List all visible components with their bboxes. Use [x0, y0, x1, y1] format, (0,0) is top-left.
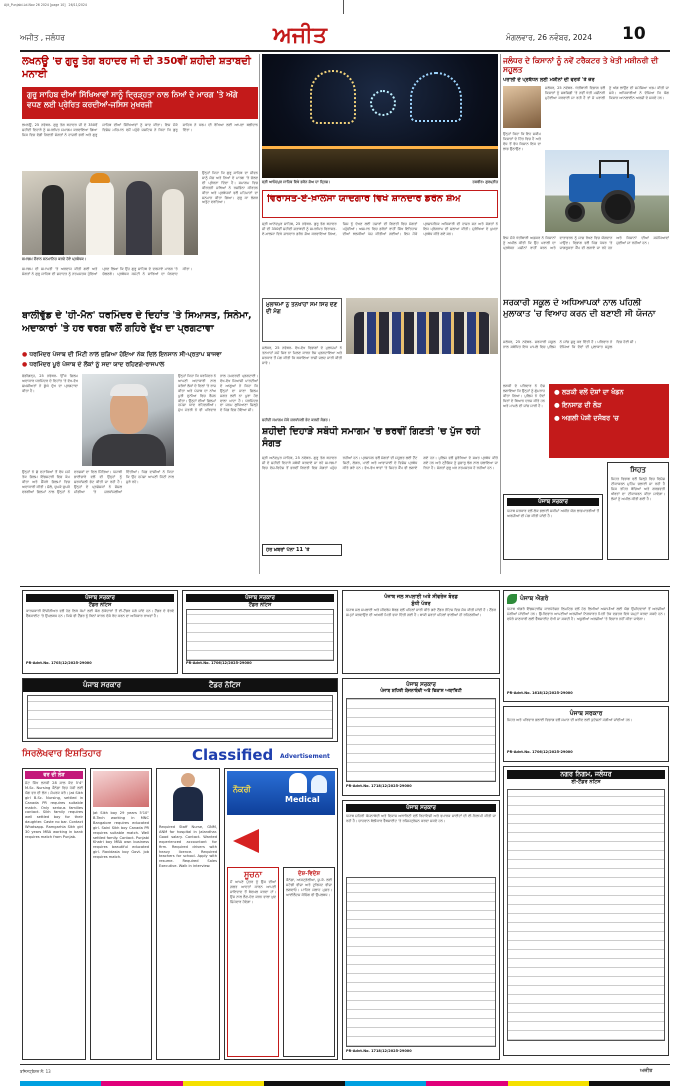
color-swatch-magenta	[426, 1081, 507, 1086]
marriage-headline: ਸਰਕਾਰੀ ਸਕੂਲ ਦੇ ਅਧਿਆਪਕਾਂ ਨਾਲ ਪਹਿਲੀ ਮੁਲਾਕਾਤ 'ਚ ਵਿਆਹ ਕਰਨ ਦੀ ਬਣਾਈ ਸੀ ਯੋਜਨਾ	[503, 298, 656, 319]
agro-ref: PR-Advt.No. 1618/12/2025-29000	[507, 691, 573, 695]
development-ref: PR-Advt.No. 1718/12/2025-29000	[346, 784, 412, 788]
tractor-wheel-front	[565, 202, 585, 222]
marriage-story	[503, 298, 669, 568]
classified-col-4	[224, 768, 338, 1060]
health-body: ਸਿਹਤ ਅਤੇ ਪਰਿਵਾਰ ਭਲਾਈ ਵਿਭਾਗ ਵਲੋਂ ਸਮਾਨ ਦੀ ਖ਼ਰੀਦ ਲਈ ਕੁਟੇਸ਼ਨਾਂ ਮੰਗੀਆਂ ਜਾਂਦੀਆਂ ਹਨ।	[507, 718, 633, 722]
pull-quote: ਹੋਰ ਖ਼ਬਰਾਂ ਪੰਨਾ 11 'ਤੇ	[266, 547, 310, 553]
tender-left-title: ਪੰਜਾਬ ਸਰਕਾਰ	[26, 594, 174, 602]
page-number: 10	[622, 24, 646, 44]
teaser-text: ਮੁਲਾਜ਼ਮਾਂ ਨੂੰ ਤਨਖਾਹਾਂ ਸਮੇਂ ਸਿਰ ਦੇਣ ਦੀ ਮੰਗ	[266, 302, 338, 315]
dharmendra-hair	[110, 384, 148, 396]
agro-notice	[503, 590, 669, 702]
marriage-box-3: ● ਅਗਲੀ ਪੇਸ਼ੀ ਦਸੰਬਰ 'ਚ	[554, 414, 619, 422]
masthead-logo: ਅਜੀਤ	[273, 22, 327, 48]
health-title: ਪੰਜਾਬ ਸਰਕਾਰ	[569, 710, 603, 717]
color-swatch-magenta	[101, 1081, 182, 1086]
lead-subhead: ਗੁਰੂ ਸਾਹਿਬ ਦੀਆਂ ਸਿੱਖਿਆਵਾਂ ਸਾਨੂੰ ਦ੍ਰਿੜ੍ਹਤਾ ਨਾਲ ਨਿਆਂ ਦੇ ਮਾਰਗ 'ਤੇ ਅੱਗੇ ਵਧਣ ਲਈ ਪ੍ਰੇਰਿਤ ਕਰਦੀਆਂ-ਜਸਿਸ ਮੁਖਰਜੀ	[22, 87, 258, 119]
lead-body-bottom: ਸਮਾਗਮ ਦੀ ਸਮਾਪਤੀ 'ਤੇ ਅਰਦਾਸ ਕੀਤੀ ਗਈ ਅਤੇ ਸੰਗਤਾਂ ਨੇ ਗੁਰੂ ਸਾਹਿਬ ਦੀ ਸ਼ਹਾਦਤ ਨੂੰ ਨਤਮਸਤਕ ਹੁੰਦਿਆਂ ਪ੍ਰਣ ਲਿਆ ਕਿ ਉਹ ਗੁਰੂ ਸਾਹਿਬ ਦੇ ਦਰਸਾਏ ਮਾਰਗ 'ਤੇ ਚੱਲਣਗੇ। ਪ੍ਰਬੰਧਕ ਕਮੇਟੀ ਨੇ ਸਾਰਿਆਂ ਦਾ ਧੰਨਵਾਦ ਕੀਤਾ।	[22, 267, 192, 276]
footer-strip	[20, 1064, 670, 1080]
dharmendra-body-right: ਉਨ੍ਹਾਂ ਕਿਹਾ ਕਿ ਧਰਮਿੰਦਰ ਨੇ ਆਪਣੀ ਅਦਾਕਾਰੀ ਨਾਲ ਕਰੋੜਾਂ ਲੋਕਾਂ ਦੇ ਦਿਲਾਂ 'ਤੇ ਰਾਜ ਕੀਤਾ ਅਤੇ ਪੰਜਾਬ ਦਾ ਨਾਂਅ ਪੂਰੀ ਦੁਨੀਆ ਵਿਚ ਰੌਸ਼ਨ ਕੀਤਾ। ਉਨ੍ਹਾਂ ਦੀਆਂ ਫ਼ਿਲਮਾਂ ਹਮੇਸ਼ਾ ਯਾਦ ਰਹਿਣਗੀਆਂ। ਮੁੱਖ ਮੰਤਰੀ ਨੇ ਵੀ ਪਰਿਵਾਰ ਨਾਲ ਹਮਦਰਦੀ ਪ੍ਰਗਟਾਈ। ਵੱਖ-ਵੱਖ ਸਿਆਸੀ ਪਾਰਟੀਆਂ ਦੇ ਆਗੂਆਂ ਨੇ ਕਿਹਾ ਕਿ ਉਨ੍ਹਾਂ ਦਾ ਜਾਣਾ ਫ਼ਿਲਮ ਜਗਤ ਲਈ ਨਾ ਪੂਰਾ ਹੋਣ ਵਾਲਾ ਘਾਟਾ ਹੈ। ਧਰਮਿੰਦਰ ਦਾ ਜਨਮ ਲੁਧਿਆਣਾ ਜ਼ਿਲ੍ਹੇ ਦੇ ਪਿੰਡ ਵਿਚ ਹੋਇਆ ਸੀ।	[178, 374, 258, 413]
dharmendra-body-left: ਚੰਡੀਗੜ੍ਹ, 25 ਨਵੰਬਰ- ਉੱਘੇ ਫ਼ਿਲਮ ਅਦਾਕਾਰ ਧਰਮਿੰਦਰ ਦੇ ਦਿਹਾਂਤ 'ਤੇ ਵੱਖ-ਵੱਖ ਸ਼ਖ਼ਸੀਅਤਾਂ ਨੇ ਡੂੰਘੇ ਦੁੱਖ ਦਾ ਪ੍ਰਗਟਾਵਾ ਕੀਤਾ ਹੈ।	[22, 374, 78, 393]
dharmendra-headline: ਬਾਲੀਵੁੱਡ ਦੇ 'ਹੀ-ਮੈਨ' ਧਰਮਿੰਦਰ ਦੇ ਦਿਹਾਂਤ 'ਤੇ ਸਿਆਸਤ, ਸਿਨੇਮਾ, ਅਦਾਕਾਰਾਂ 'ਤੇ ਹਰ ਵਰਗ ਵਲੋਂ ਗਹਿਰੇ ਦੁੱਖ ਦਾ ਪ੍ਰਗਟਾਵਾ	[22, 310, 252, 334]
marriage-body-1: ਜਲੰਧਰ, 25 ਨਵੰਬਰ- ਸਰਕਾਰੀ ਸਕੂਲ ਨਾਲ ਸਬੰਧਿਤ ਇਕ ਮਾਮਲੇ ਵਿਚ ਪੁਲਿਸ ਨੇ ਜਾਂਚ ਸ਼ੁਰੂ ਕਰ ਦਿੱਤੀ ਹੈ। ਪਰਿਵਾਰ ਨੇ ਦੱਸਿਆ ਕਿ ਦੋਵਾਂ ਦੀ ਮੁਲਾਕਾਤ ਸਕੂਲ ਵਿਚ ਹੋਈ ਸੀ।	[503, 340, 636, 349]
punjab-ad-body: ਪੰਜਾਬ ਸਰਕਾਰ ਵਲੋਂ ਲੋਕ ਭਲਾਈ ਸਕੀਮਾਂ ਅਧੀਨ ਯੋਗ ਲਾਭਪਾਤਰੀਆਂ ਤੋਂ ਅਰਜ਼ੀਆਂ ਦੀ ਮੰਗ ਕੀਤੀ ਜਾਂਦੀ ਹੈ।	[507, 509, 599, 518]
tender-mid	[182, 590, 338, 674]
classified-col2-body: Jat Sikh boy 29 years 5'10" B.Tech working in MNC Bangalore requires educated girl. Saini Sikh boy Canada PR requires suitable match. Well settled family. Contact. Punjabi Khatri boy MBA own business requires beautiful educated girl. Ravidasia boy Govt. job requires match.	[93, 811, 149, 860]
dharmendra-bullet-2-text: ਧਰਮਿੰਦਰ ਪੂਰੇ ਪੰਜਾਬ ਦੇ ਲੋਕਾਂ ਨੂੰ ਸਦਾ ਯਾਦ ਰਹਿਣਗੇ-ਰਾਜਪਾਲ	[29, 361, 165, 368]
job-label: ਨੌਕਰੀ	[233, 785, 251, 794]
lead-story	[22, 55, 258, 305]
nurse-figure	[311, 775, 327, 793]
tender-mid-sub: ਟੈਂਡਰ ਨੋਟਿਸ	[248, 602, 272, 608]
lead-body-right: ਉਨ੍ਹਾਂ ਕਿਹਾ ਕਿ ਗੁਰੂ ਸਾਹਿਬ ਦਾ ਜੀਵਨ ਸਾਨੂੰ ਸੱਚ ਅਤੇ ਨਿਆਂ ਦੇ ਮਾਰਗ 'ਤੇ ਚੱਲਣ ਦੀ ਪ੍ਰੇਰਨਾ ਦਿੰਦਾ ਹੈ। ਸਮਾਗਮ ਵਿਚ ਕੀਰਤਨੀ ਜਥਿਆਂ ਨੇ ਰਸਭਿੰਨਾ ਕੀਰਤਨ ਕੀਤਾ ਅਤੇ ਪ੍ਰਬੰਧਕਾਂ ਵਲੋਂ ਮਹਿਮਾਨਾਂ ਦਾ ਸਨਮਾਨ ਕੀਤਾ ਗਿਆ। ਗੁਰੂ ਕਾ ਲੰਗਰ ਅਤੁੱਟ ਵਰਤਿਆ।	[202, 171, 258, 205]
section-label: ਅਜੀਤ , ਜਲੰਧਰ	[20, 33, 65, 42]
classified-label-english: Classified	[192, 746, 274, 764]
notice-body: ਮੈਂ ਆਪਣੇ ਪੁੱਤਰ ਨੂੰ ਉਸ ਦੀਆਂ ਗ਼ਲਤ ਆਦਤਾਂ ਕਾਰਨ ਆਪਣੀ ਜਾਇਦਾਦ ਤੋਂ ਬੇਦਖ਼ਲ ਕਰਦਾ ਹਾਂ। ਉਸ ਨਾਲ ਲੈਣ-ਦੇਣ ਕਰਨ ਵਾਲਾ ਖ਼ੁਦ ਜ਼ਿੰਮੇਵਾਰ ਹੋਵੇਗਾ।	[230, 880, 276, 904]
dharmendra-story	[22, 310, 258, 586]
right-top-story	[503, 56, 669, 296]
development-bottom-title-text: ਪੰਜਾਬ ਸਰਕਾਰ	[406, 805, 436, 811]
agro-logo	[507, 594, 665, 604]
dharmendra-bullet-2	[22, 361, 258, 369]
water-body: ਪੰਜਾਬ ਜਲ ਸਪਲਾਈ ਅਤੇ ਸੀਵਰੇਜ ਬੋਰਡ ਵਲੋਂ ਪਹਿਲਾਂ ਜਾਰੀ ਕੀਤੇ ਗਏ ਟੈਂਡਰ ਨੋਟਿਸ ਵਿਚ ਸੋਧ ਕੀਤੀ ਜਾਂਦੀ ਹੈ। ਟੈਂਡਰ ਜਮ੍ਹਾਂ ਕਰਵਾਉਣ ਦੀ ਆਖ਼ਰੀ ਮਿਤੀ ਵਧਾ ਦਿੱਤੀ ਗਈ ਹੈ। ਬਾਕੀ ਸ਼ਰਤਾਂ ਪਹਿਲਾਂ ਵਾਲੀਆਂ ਹੀ ਰਹਿਣਗੀਆਂ।	[346, 608, 496, 617]
marriage-redbox	[549, 384, 669, 458]
color-swatch-yellow	[508, 1081, 589, 1086]
color-swatch-black	[589, 1081, 670, 1086]
development-notice	[342, 678, 500, 796]
drone-figure-small	[370, 90, 396, 116]
corp-table	[507, 789, 665, 1041]
tender-banner	[22, 678, 338, 742]
news-head: ਦੇਸ਼-ਵਿਦੇਸ਼	[297, 871, 321, 877]
medical-tag: Medical	[285, 795, 320, 804]
column-rule	[259, 54, 260, 574]
tender-left-body: ਕਾਰਜਕਾਰੀ ਇੰਜੀਨੀਅਰ ਵਲੋਂ ਹੇਠ ਲਿਖੇ ਕੰਮਾਂ ਲਈ ਯੋਗ ਠੇਕੇਦਾਰਾਂ ਤੋਂ ਈ-ਟੈਂਡਰ ਮੰਗੇ ਜਾਂਦੇ ਹਨ। ਟੈਂਡਰ ਦੇ ਵੇਰਵੇ ਵੈੱਬਸਾਈਟ 'ਤੇ ਉਪਲਬਧ ਹਨ। ਕਿਸੇ ਵੀ ਟੈਂਡਰ ਨੂੰ ਬਿਨਾਂ ਕਾਰਨ ਦੱਸੇ ਰੱਦ ਕਰਨ ਦਾ ਅਧਿਕਾਰ ਰਾਖਵਾਂ ਹੈ।	[26, 609, 174, 618]
corp-notice	[503, 766, 669, 1056]
classified-col3-body: Required Staff Nurse, GNM, ANM for hospital in Jalandhar. Good salary. Contact. Wanted experienced accountant for firm. Required drivers with heavy licence. Required teachers for school. Apply with resume. Required Sales Executive. Walk in interview.	[159, 825, 217, 869]
file-info-strip	[4, 3, 484, 9]
development-sub: ਪੰਜਾਬ ਸ਼ਹਿਰੀ ਯੋਜਨਾਬੰਦੀ ਅਤੇ ਵਿਕਾਸ ਅਥਾਰਿਟੀ	[380, 689, 462, 694]
pull-quote-box	[262, 544, 342, 556]
agro-title: ਪੰਜਾਬ ਐਗਰੋ	[520, 595, 549, 602]
notice-box	[227, 867, 279, 1057]
drone-photo	[262, 54, 498, 178]
drone-building	[262, 146, 498, 178]
color-swatch-cyan	[20, 1081, 101, 1086]
lead-photo-turban	[90, 173, 110, 183]
development-table-notice	[342, 800, 500, 1060]
tender-left-ref: PR-Advt.No. 1703/12/2025-29000	[26, 661, 92, 665]
right-top-body-2: ਉਨ੍ਹਾਂ ਕਿਹਾ ਕਿ ਇਹ ਸਕੀਮ ਕਿਸਾਨਾਂ ਦੇ ਹਿੱਤ ਵਿਚ ਹੈ ਅਤੇ ਵੱਧ ਤੋਂ ਵੱਧ ਕਿਸਾਨ ਇਸ ਦਾ ਲਾਭ ਉਠਾਉਣ।	[503, 132, 541, 151]
lead-photo-person	[162, 189, 184, 255]
tender-mid-table	[186, 609, 334, 661]
classified-col-3	[156, 768, 220, 1060]
sangat-body: ਸ੍ਰੀ ਅਨੰਦਪੁਰ ਸਾਹਿਬ, 25 ਨਵੰਬਰ- ਗੁਰੂ ਤੇਗ ਬਹਾਦਰ ਜੀ ਦੇ ਸ਼ਹੀਦੀ ਦਿਹਾੜੇ ਸਬੰਧੀ ਕਰਵਾਏ ਜਾ ਰਹੇ ਸਮਾਗਮਾਂ ਵਿਚ ਦੇਸ਼-ਵਿਦੇਸ਼ ਤੋਂ ਭਰਵੀਂ ਗਿਣਤੀ ਵਿਚ ਸੰਗਤਾਂ ਪਹੁੰਚ ਰਹੀਆਂ ਹਨ। ਪ੍ਰਸ਼ਾਸਨ ਵਲੋਂ ਸੰਗਤਾਂ ਦੀ ਸਹੂਲਤ ਲਈ ਟੈਂਟ ਸਿਟੀ, ਲੰਗਰ, ਪਾਣੀ ਅਤੇ ਆਵਾਜਾਈ ਦੇ ਵਿਸ਼ੇਸ਼ ਪ੍ਰਬੰਧ ਕੀਤੇ ਗਏ ਹਨ। ਵੱਖ-ਵੱਖ ਥਾਵਾਂ 'ਤੇ ਸਿਹਤ ਕੈਂਪ ਵੀ ਲਗਾਏ ਗਏ ਹਨ। ਪੁਲਿਸ ਵਲੋਂ ਸੁਰੱਖਿਆ ਦੇ ਸਖ਼ਤ ਪ੍ਰਬੰਧ ਕੀਤੇ ਗਏ ਹਨ ਅਤੇ ਟ੍ਰੈਫ਼ਿਕ ਨੂੰ ਸੁਚਾਰੂ ਢੰਗ ਨਾਲ ਚਲਾਇਆ ਜਾ ਰਿਹਾ ਹੈ। ਸੰਗਤਾਂ ਗੁਰੂ ਘਰ ਨਤਮਸਤਕ ਹੋ ਰਹੀਆਂ ਹਨ।	[262, 456, 498, 470]
footer-registration: ਰਜਿਸਟ੍ਰੇਸ਼ਨ ਨੰ: 13	[20, 1069, 51, 1074]
right-top-body-1: ਜਲੰਧਰ, 25 ਨਵੰਬਰ- ਖੇਤੀਬਾੜੀ ਵਿਭਾਗ ਵਲੋਂ ਕਿਸਾਨਾਂ ਨੂੰ ਸਬਸਿਡੀ 'ਤੇ ਨਵੀਂ ਖੇਤੀ ਮਸ਼ੀਨਰੀ ਮੁਹੱਈਆ ਕਰਵਾਈ ਜਾ ਰਹੀ ਹੈ ਤਾਂ ਜੋ ਪਰਾਲੀ ਨੂੰ ਅੱਗ ਲਾਉਣ ਦੀ ਸਮੱਸਿਆ ਖਤਮ ਕੀਤੀ ਜਾ ਸਕੇ। ਅਧਿਕਾਰੀਆਂ ਨੇ ਦੱਸਿਆ ਕਿ ਯੋਗ ਕਿਸਾਨ ਆਨਲਾਈਨ ਅਰਜ਼ੀ ਦੇ ਸਕਦੇ ਹਨ।	[545, 86, 669, 100]
color-swatch-cyan	[345, 1081, 426, 1086]
businessman-head	[181, 773, 195, 787]
dharmendra-bullet-1	[22, 351, 258, 359]
drone-figure-left	[310, 70, 356, 124]
dharmendra-photo	[82, 374, 174, 466]
drone-photo-credit: ਤਸਵੀਰ: ਗੁਰਪ੍ਰੀਤ	[472, 180, 498, 184]
punjab-ad-box	[503, 494, 603, 560]
marriage-box-2-text: ਇਨਸਾਫ਼ ਦੀ ਲੋੜ	[561, 401, 602, 409]
right-top-body-3: ਇਸ ਮੌਕੇ ਖੇਤੀਬਾੜੀ ਅਫ਼ਸਰ ਨੇ ਕਿਸਾਨਾਂ ਨੂੰ ਅਪੀਲ ਕੀਤੀ ਕਿ ਉਹ ਪਰਾਲੀ ਦਾ ਪ੍ਰਬੰਧਨ ਮਸ਼ੀਨਾਂ ਰਾਹੀਂ ਕਰਨ ਅਤੇ ਵਾਤਾਵਰਨ ਨੂੰ ਸਾਫ਼ ਰੱਖਣ ਵਿਚ ਯੋਗਦਾਨ ਪਾਉਣ। ਵਿਭਾਗ ਵਲੋਂ ਪਿੰਡ ਪੱਧਰ 'ਤੇ ਜਾਗਰੂਕਤਾ ਕੈਂਪ ਵੀ ਲਗਾਏ ਜਾ ਰਹੇ ਹਨ ਅਤੇ ਕਿਸਾਨਾਂ ਦੀਆਂ ਸਮੱਸਿਆਵਾਂ ਸੁਣੀਆਂ ਜਾ ਰਹੀਆਂ ਹਨ।	[503, 236, 669, 250]
classified-photo	[93, 771, 149, 807]
marriage-body-2: ਲੜਕੀ ਦੇ ਪਰਿਵਾਰ ਨੇ ਦੋਸ਼ ਲਗਾਇਆ ਕਿ ਉਨ੍ਹਾਂ ਨੂੰ ਗੁੰਮਰਾਹ ਕੀਤਾ ਗਿਆ। ਪੁਲਿਸ ਨੇ ਦੋਵਾਂ ਧਿਰਾਂ ਦੇ ਬਿਆਨ ਦਰਜ ਕੀਤੇ ਹਨ ਅਤੇ ਮਾਮਲੇ ਦੀ ਜਾਂਚ ਜਾਰੀ ਹੈ।	[503, 384, 545, 408]
drone-figure-right	[410, 72, 462, 122]
crop-mark-top	[343, 0, 344, 14]
drone-caption	[262, 180, 498, 185]
development-bottom-body: ਪੰਜਾਬ ਸ਼ਹਿਰੀ ਯੋਜਨਾਬੰਦੀ ਅਤੇ ਵਿਕਾਸ ਅਥਾਰਿਟੀ ਵਲੋਂ ਰਿਹਾਇਸ਼ੀ ਅਤੇ ਵਪਾਰਕ ਸਾਈਟਾਂ ਦੀ ਈ-ਨਿਲਾਮੀ ਕੀਤੀ ਜਾ ਰਹੀ ਹੈ। ਚਾਹਵਾਨ ਬੋਲੀਕਾਰ ਵੈੱਬਸਾਈਟ 'ਤੇ ਰਜਿਸਟ੍ਰੇਸ਼ਨ ਕਰਵਾ ਸਕਦੇ ਹਨ।	[346, 814, 496, 823]
lead-photo	[22, 171, 198, 255]
development-bottom-table	[346, 877, 496, 1047]
classified-label-punjabi: ਸਿਰਲੇਖਵਾਰ ਇਸ਼ਤਿਹਾਰ	[22, 749, 102, 759]
dharmendra-body-bottom: ਉਨ੍ਹਾਂ ਨੇ ਛੇ ਦਹਾਕਿਆਂ ਤੋਂ ਵੱਧ ਸਮੇਂ ਤੱਕ ਫ਼ਿਲਮ ਇੰਡਸਟਰੀ ਵਿਚ ਕੰਮ ਕੀਤਾ ਅਤੇ ਸੈਂਕੜੇ ਫ਼ਿਲਮਾਂ ਵਿਚ ਅਦਾਕਾਰੀ ਕੀਤੀ। ਸ਼ੋਲੇ, ਚੁਪਕੇ ਚੁਪਕੇ ਵਰਗੀਆਂ ਫ਼ਿਲਮਾਂ ਨਾਲ ਉਨ੍ਹਾਂ ਨੇ ਦਰਸ਼ਕਾਂ ਦਾ ਦਿਲ ਜਿੱਤਿਆ। ਪੰਜਾਬੀ ਭਾਈਚਾਰੇ ਵਲੋਂ ਵੀ ਉਨ੍ਹਾਂ ਨੂੰ ਸ਼ਰਧਾਂਜਲੀ ਭੇਟ ਕੀਤੀ ਜਾ ਰਹੀ ਹੈ। ਉਨ੍ਹਾਂ ਦੇ ਪ੍ਰਸ਼ੰਸਕਾਂ ਨੇ ਸੋਸ਼ਲ ਮੀਡੀਆ 'ਤੇ ਸ਼ਰਧਾਂਜਲੀਆਂ ਦਿੱਤੀਆਂ। ਪਿੰਡ ਵਾਸੀਆਂ ਨੇ ਕਿਹਾ ਕਿ ਉਹ ਹਮੇਸ਼ਾ ਆਪਣੀ ਮਿੱਟੀ ਨਾਲ ਜੁੜੇ ਰਹੇ।	[22, 470, 174, 494]
marriage-box-1: ● ਲੜਕੀ ਵਲੋਂ ਦੋਸ਼ਾਂ ਦਾ ਖੰਡਨ	[554, 388, 624, 396]
lead-photo-person	[126, 181, 152, 255]
tender-banner-bar	[23, 679, 337, 692]
marriage-box-1-text: ਲੜਕੀ ਵਲੋਂ ਦੋਸ਼ਾਂ ਦਾ ਖੰਡਨ	[561, 388, 624, 396]
date-stamp: 26/11/2024	[68, 3, 87, 7]
punjab-ad-title: ਪੰਜਾਬ ਸਰਕਾਰ	[507, 498, 599, 506]
color-swatch-black	[264, 1081, 345, 1086]
right-top-subhead: ਪਰਾਲੀ ਦੇ ਪ੍ਰਬੰਧਨ ਲਈ ਮਸ਼ੀਨਾਂ ਦੀ ਵਰਤੋਂ 'ਤੇ ਜ਼ੋਰ	[503, 77, 595, 83]
tender-banner-title: ਪੰਜਾਬ ਸਰਕਾਰ	[83, 681, 122, 689]
right-top-headline: ਜਲੰਧਰ ਦੇ ਕਿਸਾਨਾਂ ਨੂੰ ਨਵੇਂ ਟਰੈਕਟਰ ਤੇ ਖੇਤੀ ਮਸ਼ੀਨਰੀ ਦੀ ਸਹੂਲਤ	[503, 56, 659, 74]
megaphone-icon	[229, 821, 269, 861]
bullet-icon: ●	[22, 351, 28, 358]
classified-col1-head: ਵਰ ਦੀ ਲੋੜ	[25, 771, 83, 779]
lead-body-top: ਲਖਨਊ, 25 ਨਵੰਬਰ- ਗੁਰੂ ਤੇਗ ਬਹਾਦਰ ਜੀ ਦੇ 350ਵੇਂ ਸ਼ਹੀਦੀ ਦਿਹਾੜੇ ਨੂੰ ਸਮਰਪਿਤ ਸਮਾਗਮ ਕਰਵਾਇਆ ਗਿਆ ਜਿਸ ਵਿਚ ਵੱਡੀ ਗਿਣਤੀ ਸੰਗਤਾਂ ਨੇ ਹਾਜ਼ਰੀ ਭਰੀ ਅਤੇ ਗੁਰੂ ਸਾਹਿਬ ਦੀਆਂ ਸਿੱਖਿਆਵਾਂ ਨੂੰ ਯਾਦ ਕੀਤਾ। ਇਸ ਮੌਕੇ ਵਿਸ਼ੇਸ਼ ਮਹਿਮਾਨ ਵਜੋਂ ਪਹੁੰਚੇ ਜਸਟਿਸ ਨੇ ਕਿਹਾ ਕਿ ਗੁਰੂ ਸਾਹਿਬ ਨੇ ਧਰਮ ਦੀ ਰੱਖਿਆ ਲਈ ਆਪਣਾ ਬਲੀਦਾਨ ਦਿੱਤਾ।	[22, 123, 258, 137]
masthead-rule	[20, 50, 670, 52]
drone-building-lights	[262, 146, 498, 149]
water-title: ਪੰਜਾਬ ਜਲ ਸਪਲਾਈ ਅਤੇ ਸੀਵਰੇਜ ਬੋਰਡ	[384, 594, 458, 600]
corp-title: ਨਗਰ ਨਿਗਮ, ਜਲੰਧਰ	[507, 770, 665, 779]
development-bottom-title	[346, 804, 496, 812]
tractor-cabin	[599, 160, 629, 178]
businessman-suit	[173, 787, 203, 821]
sangat-photo	[346, 298, 498, 354]
health-ref: PR-Advt.No. 1706/12/2025-29000	[507, 750, 573, 754]
right-top-portrait	[503, 86, 541, 128]
color-bar	[20, 1081, 670, 1086]
classified-header	[22, 746, 338, 766]
health-sidebar-body: ਸਿਹਤ ਵਿਭਾਗ ਵਲੋਂ ਜ਼ਿਲ੍ਹੇ ਵਿਚ ਵਿਸ਼ੇਸ਼ ਟੀਕਾਕਰਨ ਮੁਹਿੰਮ ਚਲਾਈ ਜਾ ਰਹੀ ਹੈ ਜਿਸ ਤਹਿਤ ਬੱਚਿਆਂ ਅਤੇ ਗਰਭਵਤੀ ਔਰਤਾਂ ਦਾ ਟੀਕਾਕਰਨ ਕੀਤਾ ਜਾਵੇਗਾ। ਲੋਕਾਂ ਨੂੰ ਅਪੀਲ ਕੀਤੀ ਗਈ ਹੈ।	[611, 477, 665, 501]
classified-col-1	[22, 768, 86, 1060]
development-title: ਪੰਜਾਬ ਸਰਕਾਰ	[406, 682, 436, 688]
tender-left-sub: ਟੈਂਡਰ ਨੋਟਿਸ	[88, 602, 112, 608]
development-table	[346, 698, 496, 782]
tender-banner-sub: ਟੈਂਡਰ ਨੋਟਿਸ	[209, 681, 241, 689]
sangat-body-top: ਜਲੰਧਰ, 25 ਨਵੰਬਰ- ਵੱਖ-ਵੱਖ ਵਿਭਾਗਾਂ ਦੇ ਮੁਲਾਜ਼ਮਾਂ ਨੇ ਤਨਖਾਹਾਂ ਸਮੇਂ ਸਿਰ ਨਾ ਮਿਲਣ ਕਾਰਨ ਰੋਸ ਪ੍ਰਗਟਾਇਆ ਅਤੇ ਸਰਕਾਰ ਤੋਂ ਮੰਗ ਕੀਤੀ ਕਿ ਬਕਾਇਆ ਰਾਸ਼ੀ ਜਲਦ ਜਾਰੀ ਕੀਤੀ ਜਾਵੇ।	[262, 346, 342, 365]
lead-photo-person	[86, 179, 114, 255]
agro-leaf-icon	[507, 594, 517, 604]
tractor-photo	[545, 150, 669, 232]
drone-headline-box	[262, 190, 498, 218]
classified-col-2	[90, 768, 152, 1060]
dharmendra-shirt	[92, 434, 166, 466]
file-info: Ajit_Punjabi-Ld-Nov 26 2024 [page 10]	[4, 3, 66, 7]
doctor-figure	[289, 773, 307, 793]
news-body: ਕੈਨੇਡਾ, ਆਸਟ੍ਰੇਲੀਆ, ਯੂ.ਕੇ. ਲਈ ਸਟੱਡੀ ਵੀਜ਼ਾ ਅਤੇ ਟੂਰਿਸਟ ਵੀਜ਼ਾ ਲਗਵਾਓ। ਮਾਹਿਰ ਸਲਾਹ ਮੁਫ਼ਤ। ਆਈਲੈਟਸ ਕੋਚਿੰਗ ਵੀ ਉਪਲਬਧ।	[286, 878, 332, 897]
tender-banner-table	[27, 695, 333, 739]
agro-body: ਪੰਜਾਬ ਐਗਰੋ ਇੰਡਸਟਰੀਜ਼ ਕਾਰਪੋਰੇਸ਼ਨ ਲਿਮਟਿਡ ਵਲੋਂ ਹੇਠ ਲਿਖੀਆਂ ਅਸਾਮੀਆਂ ਲਈ ਯੋਗ ਉਮੀਦਵਾਰਾਂ ਤੋਂ ਅਰਜ਼ੀਆਂ ਮੰਗੀਆਂ ਜਾਂਦੀਆਂ ਹਨ। ਉਮੀਦਵਾਰ ਆਪਣੀਆਂ ਅਰਜ਼ੀਆਂ ਨਿਰਧਾਰਤ ਮਿਤੀ ਤੱਕ ਦਫ਼ਤਰ ਵਿਖੇ ਜਮ੍ਹਾਂ ਕਰਵਾ ਸਕਦੇ ਹਨ। ਵਧੇਰੇ ਜਾਣਕਾਰੀ ਲਈ ਵੈੱਬਸਾਈਟ ਦੇਖੀ ਜਾ ਸਕਦੀ ਹੈ। ਅਧੂਰੀਆਂ ਅਰਜ਼ੀਆਂ 'ਤੇ ਵਿਚਾਰ ਨਹੀਂ ਕੀਤਾ ਜਾਵੇਗਾ।	[507, 607, 665, 621]
marriage-box-2: ● ਇਨਸਾਫ਼ ਦੀ ਲੋੜ	[554, 401, 602, 409]
column-rule	[500, 54, 501, 574]
dharmendra-bullet-1-text: ਧਰਮਿੰਦਰ ਪੰਜਾਬ ਦੀ ਮਿੱਟੀ ਨਾਲ ਜੁੜਿਆ ਹੋਇਆ ਨੇਕ ਦਿਲ ਇਨਸਾਨ ਸੀ-ਪ੍ਰਤਾਪ ਬਾਜਵਾ	[29, 351, 222, 358]
job-banner	[227, 771, 335, 815]
teaser-box	[262, 298, 342, 342]
water-sub: ਸ਼ੁੱਧੀ ਪੱਤਰ	[411, 601, 431, 607]
masthead	[20, 22, 670, 52]
health-sidebar-title: ਸਿਹਤ	[630, 466, 646, 474]
sangat-photo-group	[354, 312, 490, 354]
classified-label-advert: Advertisement	[280, 753, 330, 760]
health-notice	[503, 706, 669, 762]
sangat-headline: ਸ਼ਹੀਦੀ ਦਿਹਾੜੇ ਸਬੰਧੀ ਸਮਾਗਮ 'ਚ ਭਰਵੀਂ ਗਿਣਤੀ 'ਚ ਪੁੱਜ ਰਹੀ ਸੰਗਤ	[262, 426, 481, 449]
tender-mid-title: ਪੰਜਾਬ ਸਰਕਾਰ	[186, 594, 334, 602]
marriage-box-3-text: ਅਗਲੀ ਪੇਸ਼ੀ ਦਸੰਬਰ 'ਚ	[561, 414, 619, 422]
notice-title: ਸੂਚਨਾ	[243, 870, 262, 879]
drone-photo-caption: ਸ੍ਰੀ ਆਨੰਦਪੁਰ ਸਾਹਿਬ ਵਿਖੇ ਡਰੋਨ ਸ਼ੋਅ ਦਾ ਦ੍ਰਿਸ਼।	[262, 180, 331, 184]
news-box	[283, 867, 335, 1057]
classified-col1-body: ਜੱਟ ਸਿੱਖ ਲੜਕੀ 28 ਸਾਲ ਕੱਦ 5'4" M.Sc. Nursing ਕੈਨੇਡਾ ਵਿਚ ਪੱਕੀ ਲਈ ਯੋਗ ਵਰ ਦੀ ਲੋੜ। ਸੰਪਰਕ ਕਰੋ। Jat Sikh girl B.Sc. Nursing, settled in Canada PR requires suitable match. Only serious families contact. Sikh family requires well settled boy for their daughter. Caste no bar. Contact Whatsapp. Ramgarhia Sikh girl 30 years MBA working in bank requires match from Punjab.	[25, 781, 83, 839]
tender-left	[22, 590, 178, 674]
masthead-date: ਮੰਗਲਵਾਰ, 26 ਨਵੰਬਰ, 2024	[506, 33, 592, 42]
drone-body: ਸ੍ਰੀ ਆਨੰਦਪੁਰ ਸਾਹਿਬ, 25 ਨਵੰਬਰ- ਗੁਰੂ ਤੇਗ ਬਹਾਦਰ ਜੀ ਦੀ 350ਵੀਂ ਸ਼ਹੀਦੀ ਸ਼ਤਾਬਦੀ ਨੂੰ ਸਮਰਪਿਤ ਵਿਰਾਸਤ-ਏ-ਖ਼ਾਲਸਾ ਵਿਖੇ ਸ਼ਾਨਦਾਰ ਡਰੋਨ ਸ਼ੋਅ ਕਰਵਾਇਆ ਗਿਆ, ਜਿਸ ਨੂੰ ਦੇਖਣ ਲਈ ਹਜ਼ਾਰਾਂ ਦੀ ਗਿਣਤੀ ਵਿਚ ਸੰਗਤਾਂ ਪਹੁੰਚੀਆਂ। ਅਸਮਾਨ ਵਿਚ ਡਰੋਨਾਂ ਰਾਹੀਂ ਸਿੱਖ ਇਤਿਹਾਸ ਦੀਆਂ ਝਲਕੀਆਂ ਪੇਸ਼ ਕੀਤੀਆਂ ਗਈਆਂ। ਇਸ ਮੌਕੇ ਪ੍ਰਸ਼ਾਸਨਿਕ ਅਧਿਕਾਰੀ ਵੀ ਹਾਜ਼ਰ ਸਨ ਅਤੇ ਸੰਗਤਾਂ ਨੇ ਇਸ ਪ੍ਰੋਗਰਾਮ ਦੀ ਸ਼ਲਾਘਾ ਕੀਤੀ। ਸੁਰੱਖਿਆ ਦੇ ਪੁਖ਼ਤਾ ਪ੍ਰਬੰਧ ਕੀਤੇ ਗਏ ਸਨ।	[262, 222, 498, 236]
lead-photo-caption: ਸਮਾਗਮ ਦੌਰਾਨ ਸਨਮਾਨਿਤ ਕਰਦੇ ਹੋਏ ਪ੍ਰਬੰਧਕ।	[22, 257, 87, 261]
water-notice	[342, 590, 500, 674]
sangat-photo-caption: ਸ਼ਹੀਦੀ ਸਮਾਗਮ ਮੌਕੇ ਸ਼ਰਧਾਂਜਲੀ ਭੇਟ ਕਰਦੀ ਸੰਗਤ।	[262, 418, 331, 422]
tractor-wheel-rear	[601, 190, 635, 224]
lead-headline: ਲਖਨਊ 'ਚ ਗੁਰੂ ਤੇਗ ਬਹਾਦਰ ਜੀ ਦੀ 350ਵੀਂ ਸ਼ਹੀਦੀ ਸ਼ਤਾਬਦੀ ਮਨਾਈ	[22, 56, 251, 80]
lead-photo-person	[42, 185, 64, 255]
health-sidebar	[607, 462, 669, 560]
businessman-figure	[165, 773, 211, 821]
drone-headline: ਵਿਰਾਸਤ-ਏ-ਖ਼ਾਲਸਾ ਯਾਦਗਾਰ ਵਿਖੇ ਸ਼ਾਨਦਾਰ ਡਰੋਨ ਸ਼ੋਅ	[267, 194, 461, 204]
section-rule	[20, 586, 670, 587]
color-swatch-yellow	[183, 1081, 264, 1086]
corp-sub: ਈ-ਟੈਂਡਰ ਨੋਟਿਸ	[571, 779, 601, 785]
footer-marker: ਅਜੀਤ	[640, 1068, 653, 1074]
tender-mid-ref: PR-Advt.No. 1706/12/2025-29000	[186, 661, 252, 665]
megaphone-cone	[233, 829, 259, 853]
bullet-icon: ●	[22, 361, 28, 368]
development-bottom-ref: PR-Advt.No. 1718/12/2025-29000	[346, 1049, 412, 1053]
